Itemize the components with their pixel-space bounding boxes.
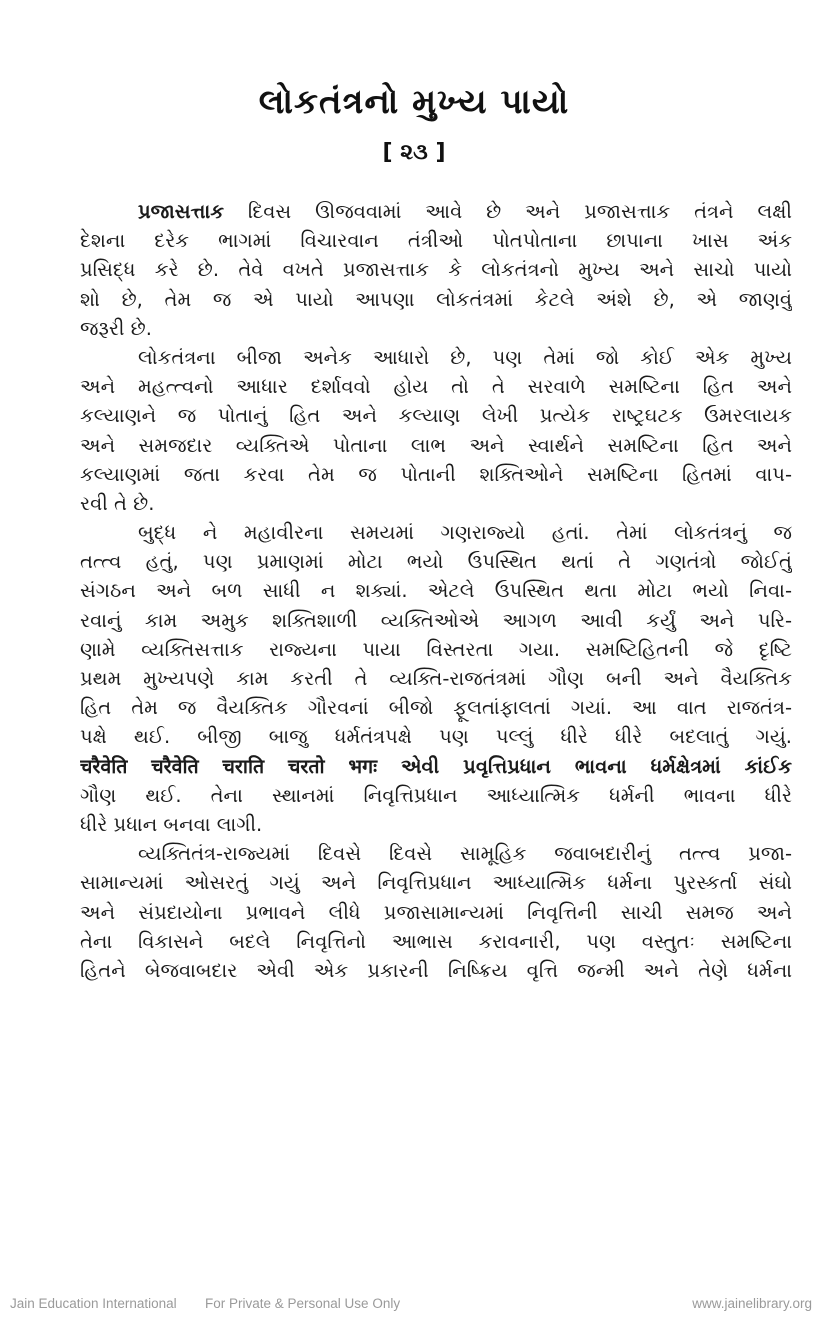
footer-publisher: Jain Education International: [10, 1296, 177, 1311]
text-line: સંગઠન અને બળ સાધી ન શક્યાં. એટલે ઉપસ્થિત થતા મોટા ભયો નિવા-: [80, 579, 792, 603]
text-line: પ્રજાસત્તાક દિવસ ઊજવવામાં આવે છે અને પ્રજાસત્તાક તંત્રને લક્ષી: [138, 200, 792, 223]
document-body: [80, 197, 792, 985]
text-line: કલ્યાણમાં જતા કરવા તેમ જ પોતાની શક્તિઓને સમષ્ટિના હિતમાં વાપ-: [80, 462, 792, 486]
text-line: હિત તેમ જ વૈયક્તિક ગૌરવનાં બીજો ફૂલતાંફાલતાં ગયાં. આ વાત રાજતંત્ર-: [80, 696, 792, 720]
paragraph-4: [80, 839, 792, 985]
text-line: પ્રસિદ્ધ કરે છે. તેવે વખતે પ્રજાસત્તાક કે લોકતંત્રનો મુખ્ય અને સાચો પાયો: [80, 258, 792, 282]
paragraph-2: [80, 343, 792, 518]
text-line: લોકતંત્રના બીજા અનેક આધારો છે, પણ તેમાં જો કોઈ એક મુખ્ય: [138, 345, 792, 369]
text-line-sanskrit: चरैवेति चरैवेति चराति चरतो भगः એવી પ્રવૃત્તિપ્રધાન ભાવના ધર્મક્ષેત્રમાં કાંઈક: [80, 754, 792, 778]
text-line: તેના વિકાસને બદલે નિવૃત્તિનો આભાસ કરાવનારી, પણ વસ્તુતઃ સમષ્ટિના: [80, 929, 792, 953]
text-line: ણામે વ્યક્તિસત્તાક રાજ્યના પાયા વિસ્તરતા ગયા. સમષ્ટિહિતની જે દૃષ્ટિ: [80, 637, 792, 661]
text-line: તત્ત્વ હતું, પણ પ્રમાણમાં મોટા ભયો ઉપસ્થિત થતાં તે ગણતંત્રો જોઈતું: [80, 550, 792, 574]
text-line: બુદ્ધ ને મહાવીરના સમયમાં ગણરાજ્યો હતાં. તેમાં લોકતંત્રનું જ: [138, 521, 792, 545]
footer-website-link[interactable]: www.jainelibrary.org: [692, 1296, 812, 1311]
text-line: અને સમજદાર વ્યક્તિએ પોતાના લાભ અને સ્વાર્થને સમષ્ટિના હિત અને: [80, 433, 792, 457]
text-line: કલ્યાણને જ પોતાનું હિત અને કલ્યાણ લેખી પ્રત્યેક રાષ્ટ્રઘટક ઉમરલાયક: [80, 404, 792, 428]
text-line: જરૂરી છે.: [80, 316, 152, 340]
footer-usage-notice: For Private & Personal Use Only: [205, 1296, 401, 1311]
text-line: હિતને બેજવાબદાર એવી એક પ્રકારની નિષ્ક્રિય વૃત્તિ જન્મી અને તેણે ધર્મના: [80, 958, 792, 982]
text-line: વ્યક્તિતંત્ર-રાજ્યમાં દિવસે દિવસે સામૂહિક જવાબદારીનું તત્ત્વ પ્રજા-: [138, 842, 792, 866]
text-line: ગૌણ થઈ. તેના સ્થાનમાં નિવૃત્તિપ્રધાન આધ્યાત્મિક ધર્મની ભાવના ધીરે: [80, 783, 792, 807]
lead-word: પ્રજાસત્તાક: [138, 200, 224, 223]
text-line: દેશના દરેક ભાગમાં વિચારવાન તંત્રીઓ પોતપોતાના છાપાના ખાસ અંક: [80, 229, 792, 253]
paragraph-1: [80, 197, 792, 343]
text-line: પક્ષે થઈ. બીજી બાજુ ધર્મતંત્રપક્ષે પણ પલ્લું ધીરે ધીરે બદલાતું ગયું.: [80, 725, 792, 749]
text-line: રવી તે છે.: [80, 491, 155, 515]
paragraph-3: [80, 518, 792, 839]
text-line: સામાન્યમાં ઓસરતું ગયું અને નિવૃત્તિપ્રધાન આધ્યાત્મિક ધર્મના પુરસ્કર્તા સંઘો: [80, 871, 792, 895]
page-title: લોકતંત્રનો મુખ્ય પાયો: [258, 82, 570, 122]
text-line: ધીરે પ્રધાન બનવા લાગી.: [80, 812, 263, 836]
text-line: અને મહત્ત્વનો આધાર દર્શાવવો હોય તો તે સરવાળે સમષ્ટિના હિત અને: [80, 375, 792, 399]
text-line: રવાનું કામ અમુક શક્તિશાળી વ્યક્તિઓએ આગળ આવી કર્યું અને પરિ-: [80, 608, 792, 632]
text-line: પ્રથમ મુખ્યપણે કામ કરતી તે વ્યક્તિ-રાજતંત્રમાં ગૌણ બની અને વૈયક્તિક: [80, 667, 792, 690]
chapter-number: [ ૨૩ ]: [382, 140, 446, 165]
text-line: અને સંપ્રદાયોના પ્રભાવને લીધે પ્રજાસામાન્યમાં નિવૃત્તિની સાચી સમજ અને: [80, 900, 792, 924]
page-footer: [0, 1296, 828, 1320]
text-line: શો છે, તેમ જ એ પાયો આપણા લોકતંત્રમાં કેટલે અંશે છે, એ જાણવું: [80, 287, 792, 311]
